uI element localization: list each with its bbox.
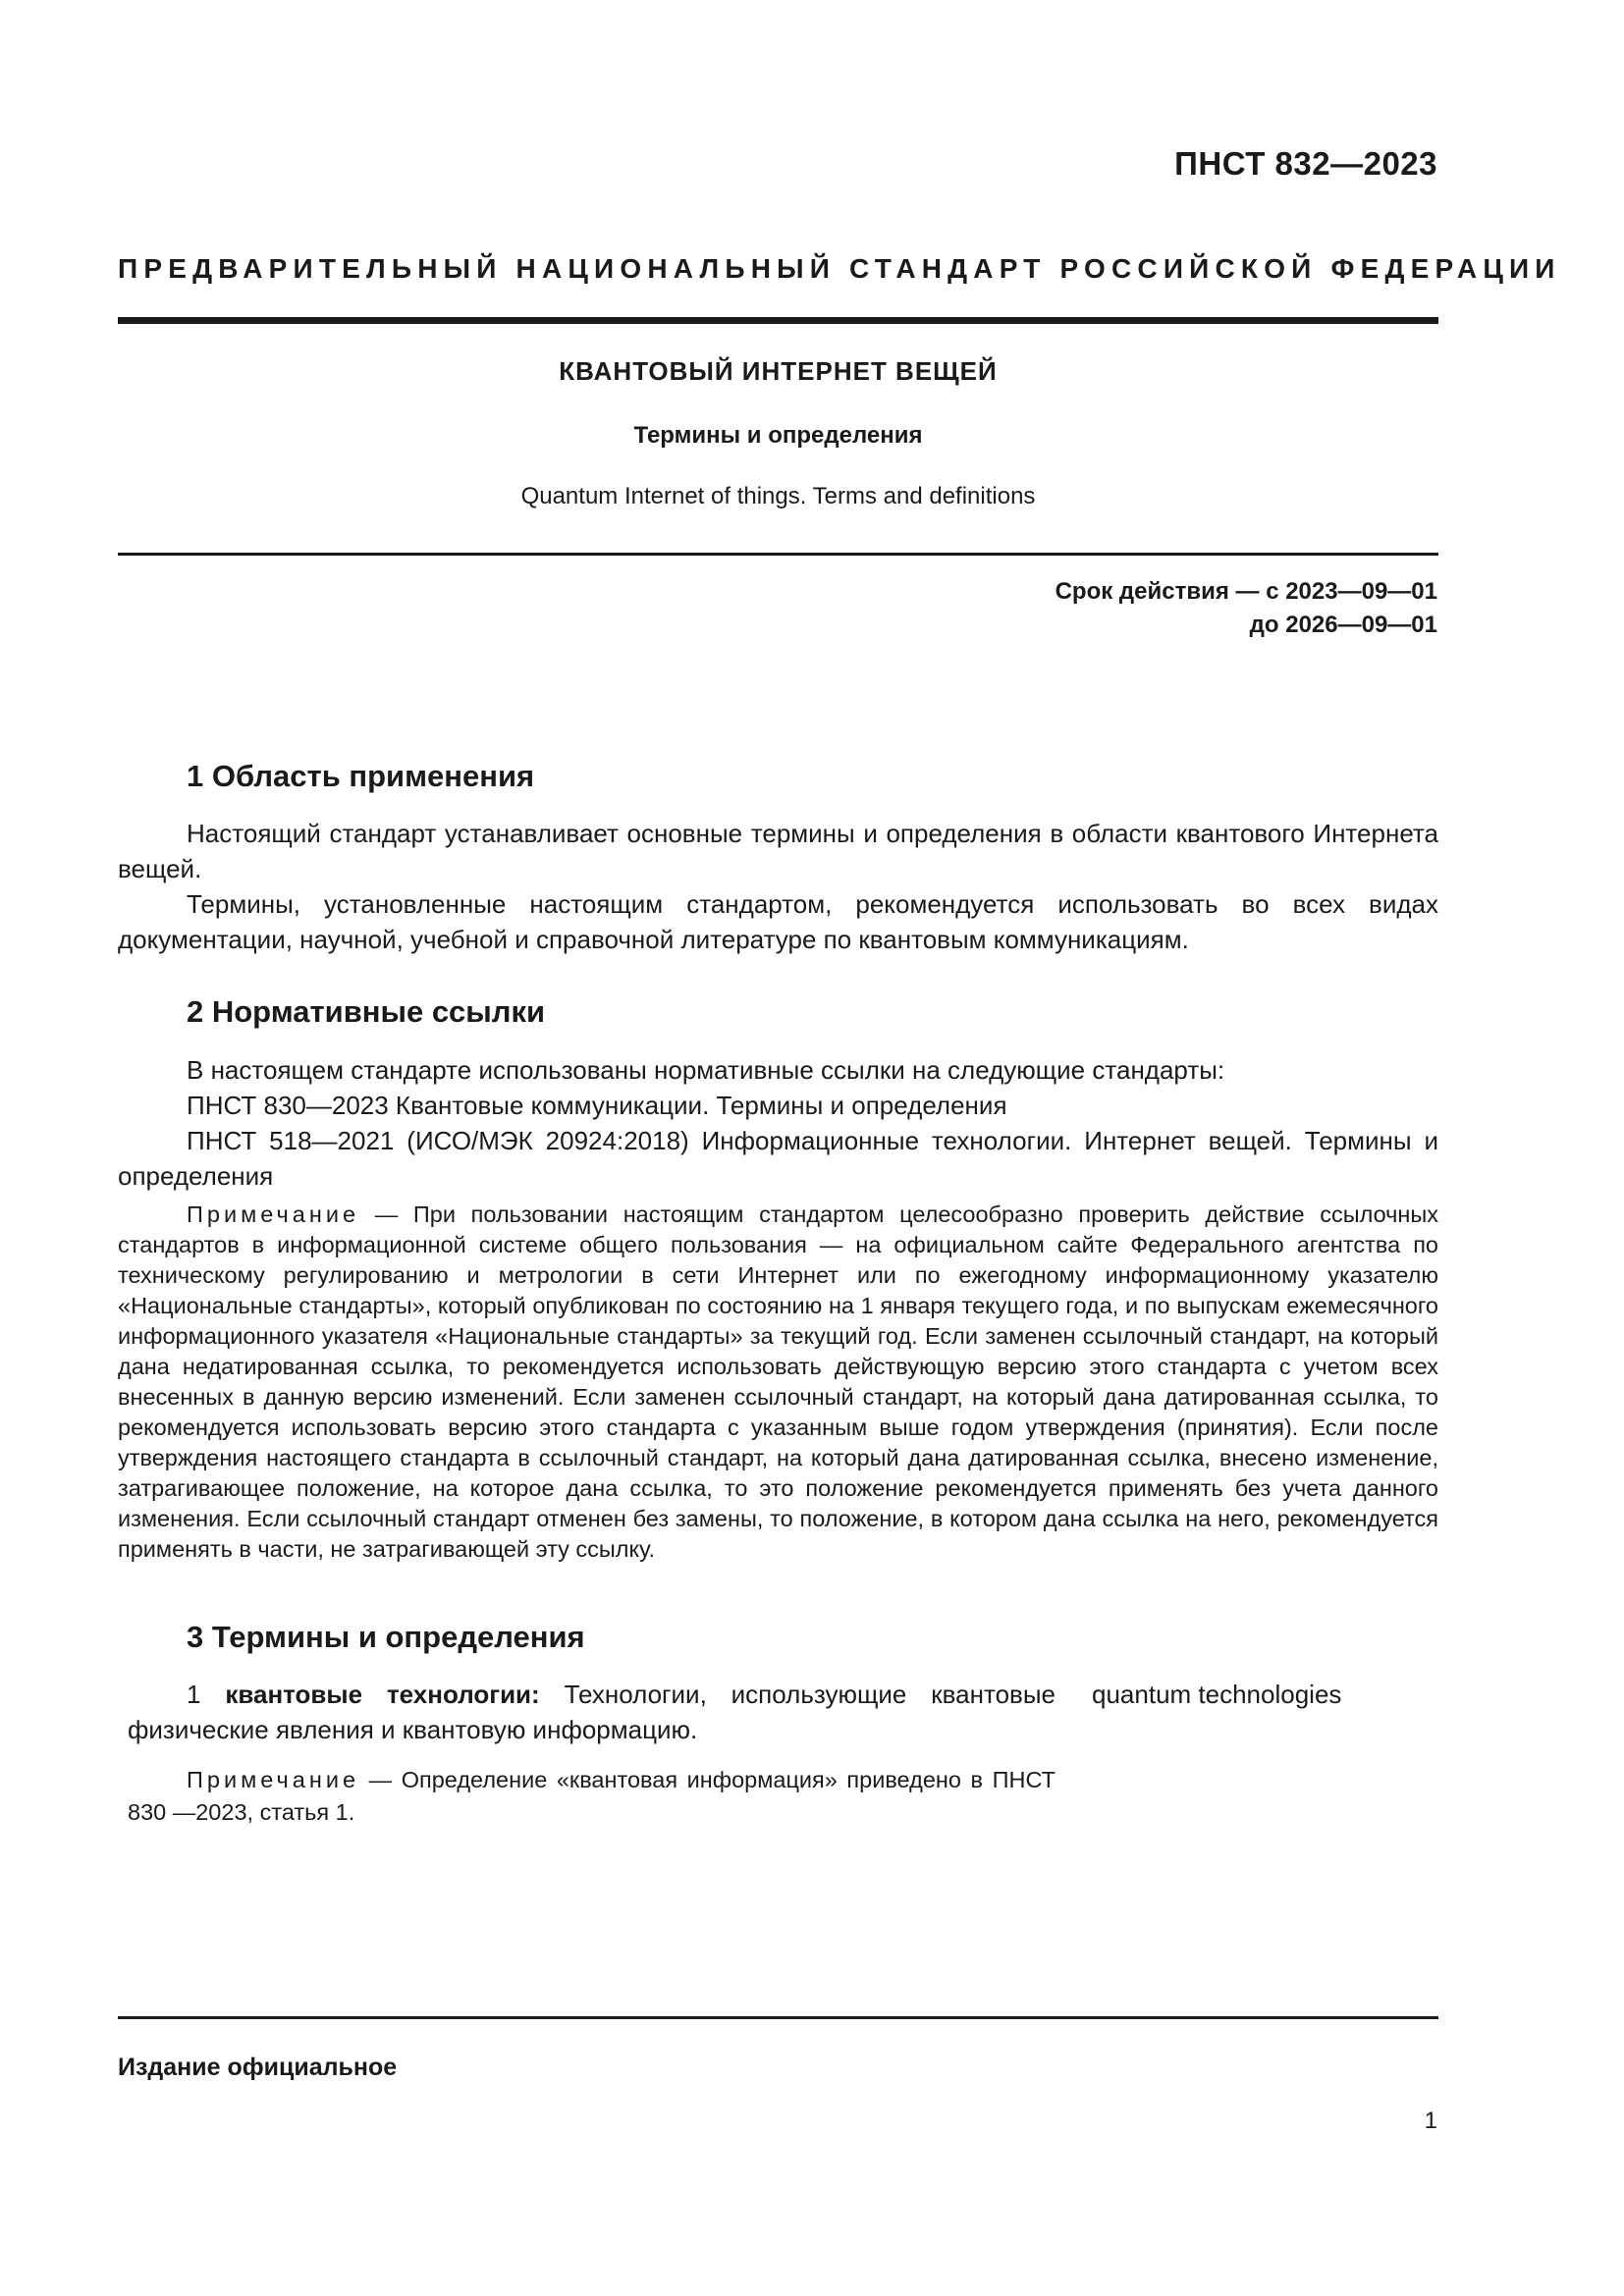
term-definition: Технологии, использующие квантовые физические явления и квантовую информацию. [128, 1680, 1056, 1744]
term-name: квантовые технологии: [225, 1680, 540, 1709]
term-note [128, 1764, 1056, 1829]
section-2-note [118, 1200, 1438, 1565]
term-note-text: — Определение «квантовая информация» приведено в ПНСТ 830 —2023, статья 1. [128, 1767, 1056, 1825]
validity-end: до 2026—09—01 [1249, 612, 1437, 638]
standard-type: ПРЕДВАРИТЕЛЬНЫЙ НАЦИОНАЛЬНЫЙ СТАНДАРТ РОССИЙСКОЙ ФЕДЕРАЦИИ [118, 253, 1561, 284]
section-2-heading: 2 Нормативные ссылки [187, 994, 546, 1029]
document-title: КВАНТОВЫЙ ИНТЕРНЕТ ВЕЩЕЙ [559, 356, 998, 386]
official-edition-label: Издание официальное [118, 2054, 398, 2081]
document-number: ПНСТ 832—2023 [1174, 145, 1437, 182]
term-english-equivalent: quantum technologies [1092, 1680, 1342, 1709]
section-1-paragraph-2: Термины, установленные настоящим стандартом, рекомендуется использовать во всех видах документации, научной, учебной и справочной литературе по квантовым коммуникациям. [118, 889, 1438, 954]
validity-start: Срок действия — с 2023—09—01 [1055, 578, 1437, 605]
term-entry-1 [128, 1677, 1056, 1747]
normative-reference-2: ПНСТ 518—2021 (ИСО/МЭК 20924:2018) Информационные технологии. Интернет вещей. Термины и определения [118, 1126, 1438, 1191]
section-3-heading: 3 Термины и определения [187, 1620, 585, 1654]
note-label: Примечание [187, 1201, 360, 1227]
section-1-heading: 1 Область применения [187, 759, 535, 793]
term-number: 1 [187, 1680, 201, 1709]
document-subtitle: Термины и определения [633, 422, 923, 449]
title-divider [118, 553, 1438, 556]
footer-divider [118, 2016, 1438, 2019]
term-note-label: Примечание [187, 1767, 360, 1792]
english-title: Quantum Internet of things. Terms and definitions [520, 483, 1036, 509]
normative-reference-1: ПНСТ 830—2023 Квантовые коммуникации. Термины и определения [187, 1091, 1007, 1120]
note-text: — При пользовании настоящим стандартом целесообразно проверить действие ссылочных стандартов в информационной системе общего пользования — на официальном сайте Федерального агентства по техническому регулированию и метрологии в сети Интернет или по ежегодному информационному указателю «Национальные стандарты», который опубликован по состоянию на 1 января текущего года, и по выпускам ежемесячного информационного указателя «Национальные стандарты» за текущий год. Если заменен ссылочный стандарт, на который дана недатированная ссылка, то рекомендуется использовать действующую версию этого стандарта с учетом всех внесенных в данную версию изменений. Если заменен ссылочный стандарт, на который дана датированная ссылка, то рекомендуется использовать версию этого стандарта с указанным выше годом утверждения (принятия). Если после утверждения настоящего стандарта в ссылочный стандарт, на который дана датированная ссылка, внесено изменение, затрагивающее положение, на которое дана ссылка, то это положение рекомендуется применять без учета данного изменения. Если ссылочный стандарт отменен без замены, то положение, в котором дана ссылка на него, рекомендуется применять в части, не затрагивающей эту ссылку. [118, 1201, 1438, 1562]
validity-period [1056, 575, 1437, 642]
section-1-paragraph-1: Настоящий стандарт устанавливает основные термины и определения в области квантового Интернета вещей. [118, 819, 1438, 883]
section-2-intro: В настоящем стандарте использованы нормативные ссылки на следующие стандарты: [187, 1055, 1225, 1085]
page-number: 1 [1424, 2108, 1437, 2134]
header-divider [118, 317, 1438, 324]
